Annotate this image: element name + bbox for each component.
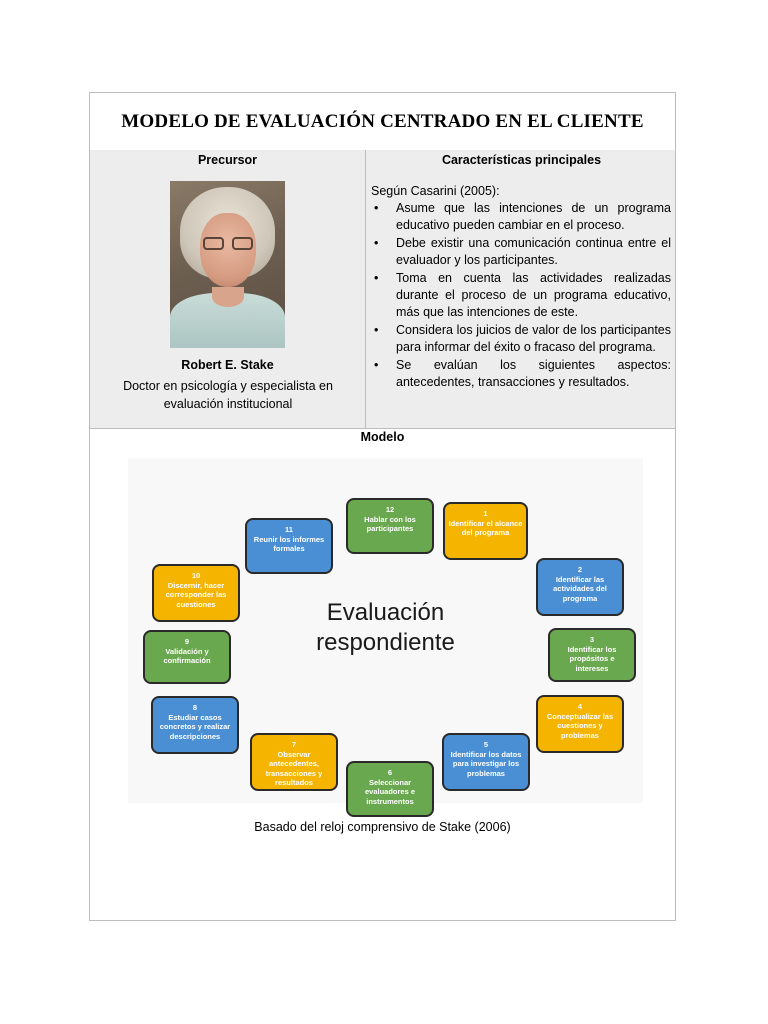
model-header: Modelo xyxy=(360,430,405,444)
step-label: Hablar con los participantes xyxy=(364,514,416,533)
step-label: Identificar los datos para investigar los problemas xyxy=(450,749,522,778)
diagram-center-title xyxy=(278,598,493,658)
step-number: 3 xyxy=(589,635,595,644)
feature-item: • Considera los juicios de valor de los participantes para informar del éxito o fracaso del programa. xyxy=(371,322,671,356)
step-label: Identificar el alcance del programa xyxy=(448,518,523,537)
center-title-line1: Evaluación xyxy=(326,599,445,626)
step-number: 12 xyxy=(385,505,395,514)
step-label: Reunir los informes formales xyxy=(253,534,325,553)
feature-item: • Se evalúan los siguientes aspectos: antecedentes, transacciones y resultados. xyxy=(371,357,671,391)
step-box-1 xyxy=(443,502,528,560)
person-name: Robert E. Stake xyxy=(181,358,274,372)
step-box-7 xyxy=(250,733,338,791)
feature-item: • Asume que las intenciones de un programa educativo pueden cambiar en el proceso. xyxy=(371,200,671,234)
portrait-photo xyxy=(170,181,285,348)
step-box-2 xyxy=(536,558,624,616)
step-label: Discernir, hacer corresponder las cuestiones xyxy=(165,580,227,609)
features-column xyxy=(366,150,677,428)
features-header: Características principales xyxy=(441,153,602,167)
document-table xyxy=(89,92,676,921)
step-label: Observar antecedentes, transacciones y resultados xyxy=(265,749,323,787)
step-label: Validación y confirmación xyxy=(163,646,211,665)
person-description: Doctor en psicología y especialista en evaluación institucional xyxy=(123,379,333,411)
step-box-5 xyxy=(442,733,530,791)
title-row xyxy=(90,93,675,151)
step-label: Identificar los propósitos e intereses xyxy=(567,644,617,673)
step-box-6 xyxy=(346,761,434,817)
step-label: Identificar las actividades del programa xyxy=(553,574,607,603)
features-list xyxy=(366,200,677,391)
document-title: MODELO DE EVALUACIÓN CENTRADO EN EL CLIENTE xyxy=(121,110,644,132)
step-number: 2 xyxy=(577,565,583,574)
step-box-8 xyxy=(151,696,239,754)
feature-item: • Debe existir una comunicación continua entre el evaluador y los participantes. xyxy=(371,235,671,269)
step-box-3 xyxy=(548,628,636,682)
precursor-column xyxy=(90,150,366,428)
step-number: 4 xyxy=(577,702,583,711)
step-number: 11 xyxy=(285,525,293,534)
diagram-caption: Basado del reloj comprensivo de Stake (2006) xyxy=(254,820,511,834)
features-source: Según Casarini (2005): xyxy=(371,184,500,198)
step-label: Estudiar casos concretos y realizar descripciones xyxy=(159,712,231,741)
step-number: 7 xyxy=(291,740,297,749)
step-number: 10 xyxy=(191,571,201,580)
step-label: Conceptualizar las cuestiones y problemas xyxy=(546,711,614,740)
step-box-12 xyxy=(346,498,434,554)
step-number: 9 xyxy=(184,637,190,646)
center-title-line2: respondiente xyxy=(316,629,455,656)
step-box-4 xyxy=(536,695,624,753)
step-number: 1 xyxy=(483,509,488,518)
info-row xyxy=(90,150,675,429)
step-number: 6 xyxy=(387,768,393,777)
step-box-9 xyxy=(143,630,231,684)
step-box-11 xyxy=(245,518,333,574)
step-number: 5 xyxy=(483,740,489,749)
cycle-diagram xyxy=(128,458,643,806)
step-label: Seleccionar evaluadores e instrumentos xyxy=(364,777,416,806)
step-box-10 xyxy=(152,564,240,622)
precursor-header: Precursor xyxy=(197,153,258,167)
feature-item: • Toma en cuenta las actividades realizadas durante el proceso de un programa educativo, más que las intenciones de este. xyxy=(371,270,671,321)
step-number: 8 xyxy=(192,703,198,712)
